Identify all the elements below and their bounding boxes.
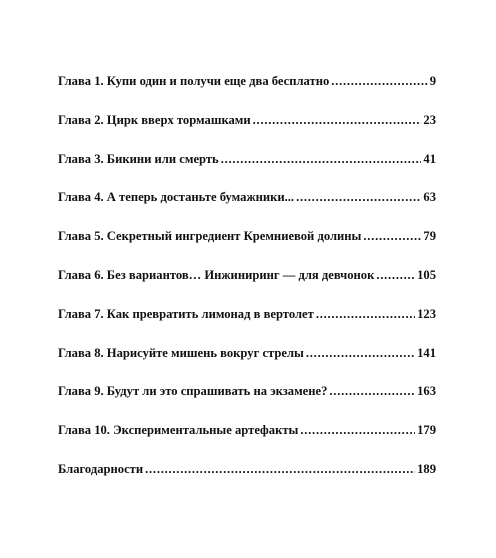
toc-entry-chapter-1[interactable] [58,74,436,113]
toc-dot-leader [306,346,415,361]
toc-entry-title: Глава 9. Будут ли это спрашивать на экзамене? [58,384,328,399]
toc-entry-chapter-10[interactable] [58,423,436,462]
toc-entry-page: 79 [423,229,436,244]
toc-entry-page: 63 [423,190,436,205]
toc-dot-leader [221,152,422,167]
toc-entry-chapter-7[interactable] [58,307,436,346]
toc-dot-leader [363,229,421,244]
toc-entry-page: 41 [423,151,436,166]
toc-entry-page: 23 [423,112,436,127]
toc-entry-title: Глава 1. Купи один и получи еще два бесплатно [58,74,330,88]
toc-entry-chapter-5[interactable] [58,229,436,268]
toc-dot-leader [253,113,422,128]
toc-dot-leader [145,462,415,477]
toc-entry-chapter-8[interactable] [58,346,436,385]
toc-entry-page: 9 [429,74,436,88]
toc-entry-title: Благодарности [58,461,144,476]
toc-dot-leader [296,190,421,205]
toc-entry-title: Глава 8. Нарисуйте мишень вокруг стрелы [58,345,304,360]
toc-entry-chapter-9[interactable] [58,384,436,423]
toc-entry-title: Глава 6. Без вариантов… Инжиниринг — для девчонок [58,267,375,282]
table-of-contents [58,74,436,501]
toc-entry-page: 179 [417,423,436,438]
toc-entry-acknowledgements[interactable] [58,462,436,501]
toc-entry-title: Глава 5. Секретный ингредиент Кремниевой долины [58,229,362,244]
toc-entry-page: 105 [417,267,436,282]
toc-entry-title: Глава 10. Экспериментальные артефакты [58,423,299,438]
toc-entry-title: Глава 3. Бикини или смерть [58,151,219,166]
toc-entry-page: 123 [417,306,436,321]
toc-entry-chapter-4[interactable] [58,190,436,229]
toc-dot-leader [376,268,415,283]
toc-entry-page: 189 [417,461,436,476]
toc-entry-title: Глава 7. Как превратить лимонад в вертолет [58,306,314,321]
toc-entry-chapter-3[interactable] [58,152,436,191]
toc-entry-title: Глава 2. Цирк вверх тормашками [58,112,251,127]
toc-entry-title: Глава 4. А теперь достаньте бумажники... [58,190,295,205]
toc-dot-leader [316,307,415,322]
toc-entry-page: 163 [417,384,436,399]
toc-dot-leader [331,74,427,89]
toc-dot-leader [329,384,415,399]
toc-entry-chapter-2[interactable] [58,113,436,152]
toc-dot-leader [300,423,415,438]
toc-entry-chapter-6[interactable] [58,268,436,307]
toc-entry-page: 141 [417,345,436,360]
